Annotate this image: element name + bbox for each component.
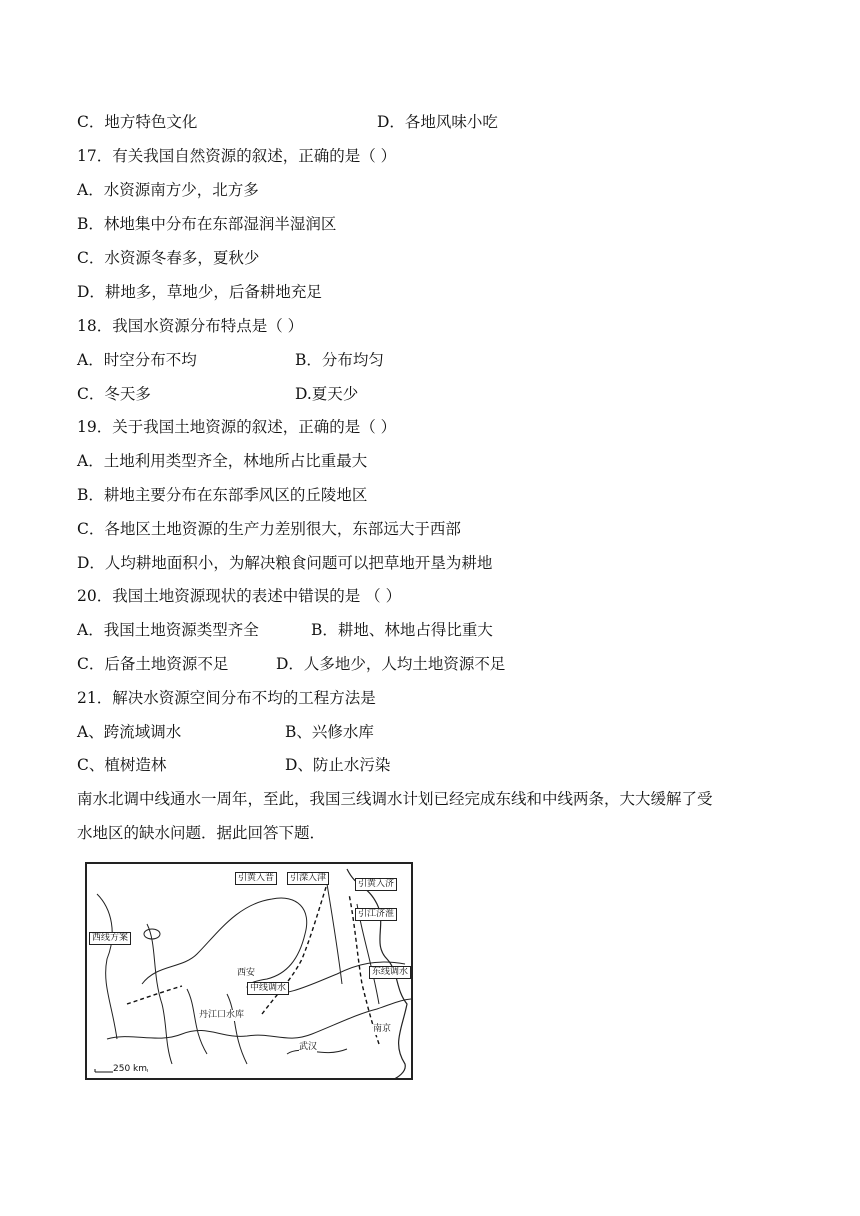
option-b: B、兴修水库 — [285, 723, 374, 741]
yangtze-river — [107, 999, 413, 1039]
option-c: C．水资源冬春多，夏秋少 — [77, 249, 260, 267]
option-a: A．水资源南方少，北方多 — [77, 181, 259, 199]
question-17: 17．有关我国自然资源的叙述，正确的是（ ） — [77, 147, 397, 165]
option-a: A、跨流域调水 — [77, 723, 182, 741]
label-yinda: 引黄入晋 — [235, 872, 277, 885]
passage-line: 南水北调中线通水一周年，至此，我国三线调水计划已经完成东线和中线两条，大大缓解了受 — [77, 790, 713, 808]
option-c: C．地方特色文化 — [77, 113, 198, 131]
label-wuhan: 武汉 — [299, 1042, 318, 1052]
option-c: C．冬天多 — [77, 385, 151, 403]
question-18: 18．我国水资源分布特点是（ ） — [77, 317, 304, 335]
question-21: 21．解决水资源空间分布不均的工程方法是 — [77, 689, 376, 707]
label-yinhuang: 引黄入济 — [355, 878, 397, 891]
option-b: B．分布均匀 — [295, 351, 384, 369]
option-d: D.夏天少 — [295, 385, 359, 403]
label-nanjing: 南京 — [373, 1024, 392, 1034]
option-b: B．耕地、林地占得比重大 — [311, 621, 493, 639]
option-a: A．时空分布不均 — [77, 351, 197, 369]
option-c: C、植树造林 — [77, 756, 167, 774]
water-diversion-map — [85, 862, 413, 1080]
option-b: B．林地集中分布在东部湿润半湿润区 — [77, 215, 337, 233]
option-line — [77, 620, 493, 640]
label-yinluan: 引滦入津 — [287, 872, 329, 885]
passage-line: 水地区的缺水问题．据此回答下题． — [77, 824, 326, 842]
option-a: A．我国土地资源类型齐全 — [77, 621, 259, 639]
label-xian: 西安 — [237, 968, 256, 978]
option-line — [77, 654, 506, 674]
question-20: 20．我国土地资源现状的表述中错误的是 （ ） — [77, 587, 402, 605]
option-d: D．耕地多，草地少，后备耕地充足 — [77, 283, 322, 301]
option-line — [77, 350, 384, 370]
option-line — [77, 112, 498, 132]
label-danjiangkou: 丹江口水库 — [199, 1010, 245, 1020]
label-yinjiang: 引江济淮 — [355, 908, 397, 921]
option-d: D．人均耕地面积小，为解决粮食问题可以把草地开垦为耕地 — [77, 554, 493, 572]
option-line — [77, 755, 391, 775]
western-route — [127, 986, 182, 1004]
option-d: D．人多地少，人均土地资源不足 — [276, 655, 506, 673]
option-d: D、防止水污染 — [285, 756, 391, 774]
label-east-route: 东线调水 — [369, 966, 411, 979]
option-c: C．后备土地资源不足 — [77, 655, 229, 673]
option-line — [77, 722, 374, 742]
label-middle-route: 中线调水 — [247, 982, 289, 995]
question-19: 19．关于我国土地资源的叙述，正确的是（ ） — [77, 418, 397, 436]
label-west-route: 西线方案 — [89, 932, 131, 945]
option-d: D．各地风味小吃 — [377, 113, 498, 131]
option-b: B．耕地主要分布在东部季风区的丘陵地区 — [77, 486, 368, 504]
option-line — [77, 384, 359, 404]
option-a: A．土地利用类型齐全，林地所占比重最大 — [77, 452, 368, 470]
option-c: C．各地区土地资源的生产力差别很大，东部远大于西部 — [77, 520, 461, 538]
scale-label: 250 km — [113, 1064, 148, 1074]
